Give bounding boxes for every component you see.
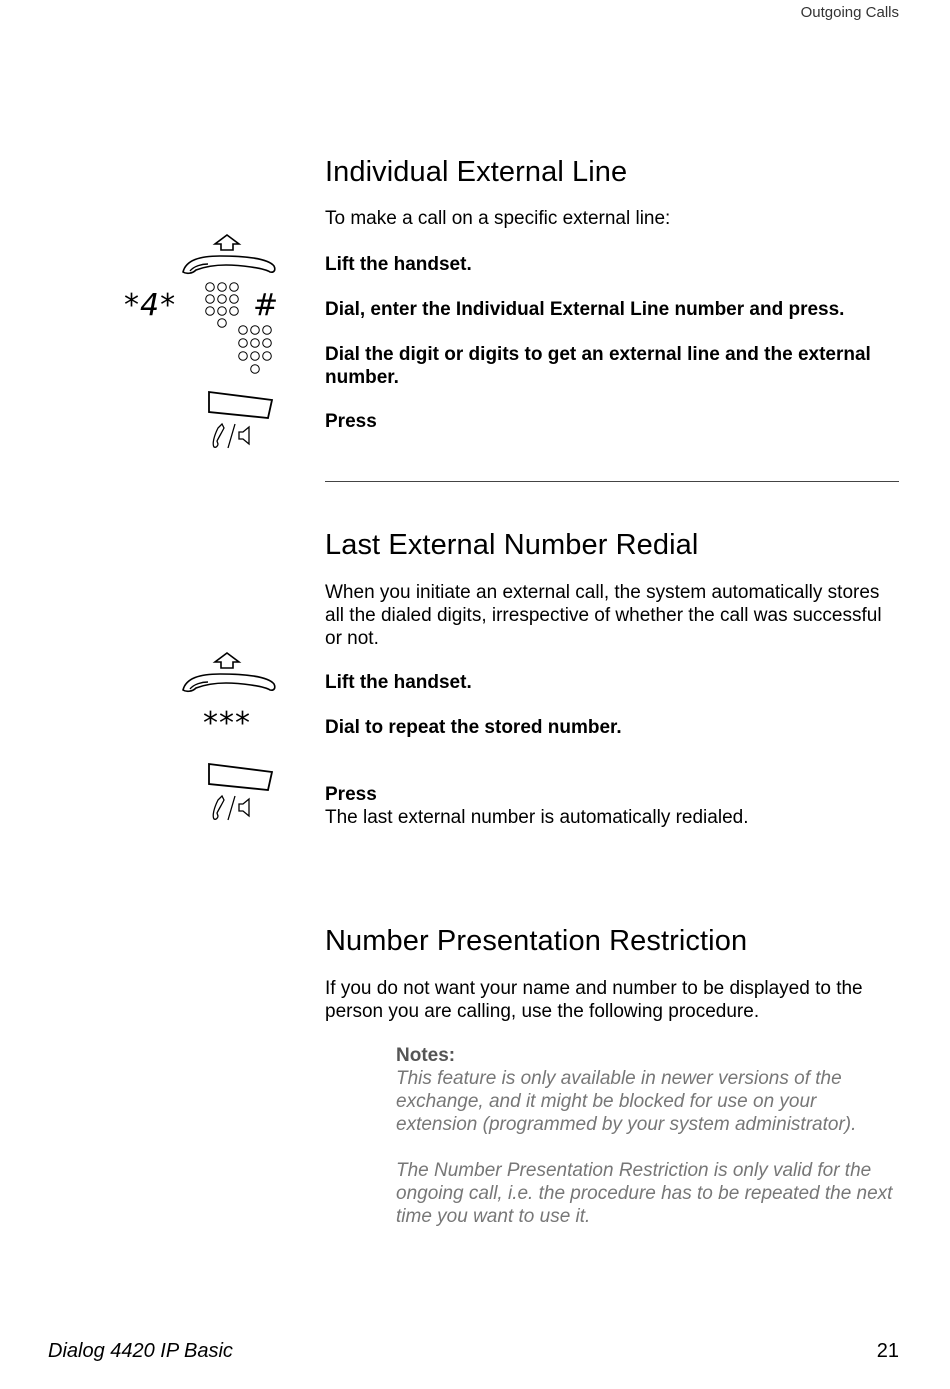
step-text: Lift the handset. — [325, 672, 472, 693]
section-intro: If you do not want your name and number to be displayed to the person you are calling, use the following procedure. — [325, 978, 863, 1022]
footer-product: Dialog 4420 IP Basic — [48, 1340, 233, 1362]
note-item: The Number Presentation Restriction is only valid for the ongoing call, i.e. the procedure has to be repeated the next time you want to use it. — [396, 1160, 893, 1227]
notes-box — [396, 1044, 901, 1228]
section-intro: To make a call on a specific external line: — [325, 208, 671, 229]
step-text: Dial to repeat the stored number. — [325, 717, 622, 738]
handset-lift-icon — [180, 234, 280, 276]
section-title-last-external-number-redial: Last External Number Redial — [325, 529, 699, 561]
keypad-icon — [236, 324, 276, 376]
handset-lift-icon — [180, 652, 280, 694]
section-intro: When you initiate an external call, the system automatically stores all the dialed digits, irrespective of whether the call was successful or not. — [325, 582, 882, 649]
star-4-star-code: *4* — [124, 288, 177, 323]
section-title-individual-external-line: Individual External Line — [325, 156, 628, 188]
section-title-number-presentation-restriction: Number Presentation Restriction — [325, 925, 748, 957]
notes-title: Notes: — [396, 1045, 456, 1066]
page-number: 21 — [876, 1340, 899, 1362]
speaker-key-icon — [206, 390, 276, 450]
note-item: This feature is only available in newer versions of the exchange, and it might be blocked for use on your extension (programmed by your system administrator). — [396, 1068, 857, 1135]
hash-key: # — [253, 288, 280, 323]
running-header: Outgoing Calls — [800, 4, 899, 21]
step-subtext: The last external number is automatically redialed. — [325, 807, 749, 828]
speaker-key-icon — [206, 762, 276, 822]
step-text: Press — [325, 411, 377, 432]
star-star-star-code: *** — [203, 706, 251, 741]
step-text: Dial, enter the Individual External Line number and press. — [325, 299, 845, 320]
section-divider — [325, 481, 899, 482]
step-text: Lift the handset. — [325, 254, 472, 275]
step-text: Press — [325, 784, 377, 805]
step-text: Dial the digit or digits to get an external line and the external number. — [325, 344, 871, 388]
